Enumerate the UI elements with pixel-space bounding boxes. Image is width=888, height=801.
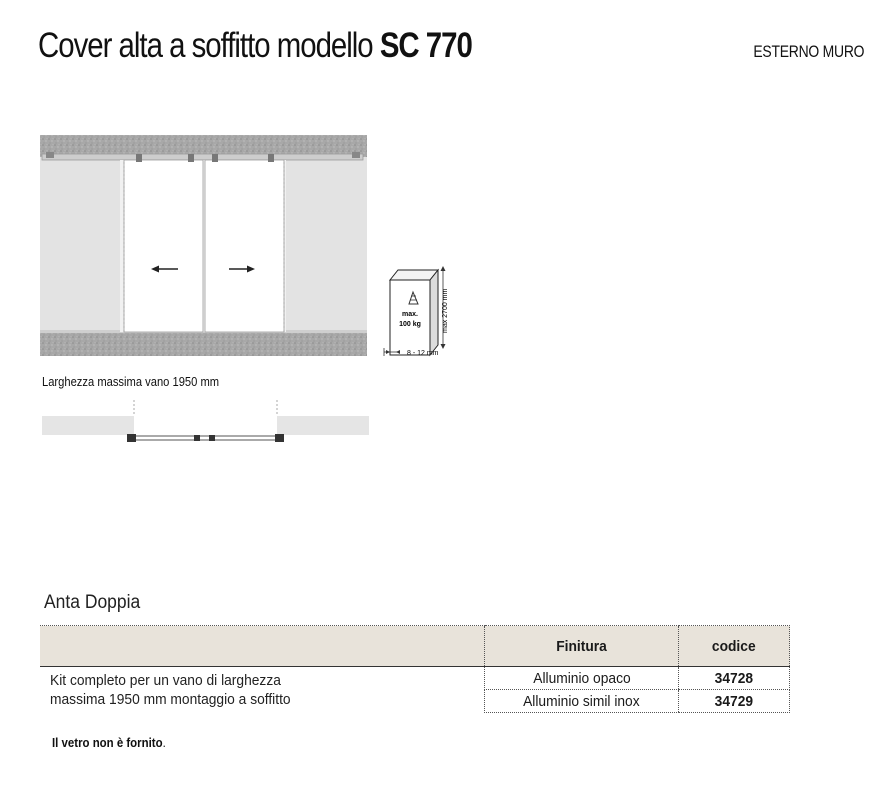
header-finish: Finitura [556,637,607,655]
opening-width-caption: Larghezza massima vano 1950 mm [42,374,220,389]
description-line-1: Kit completo per un vano di larghezza [50,671,281,689]
thickness-label: 8 - 12 mm [407,350,439,357]
glass-not-included-note [52,735,166,750]
floor-slab [40,333,367,356]
table-row [40,667,790,690]
product-table [40,625,790,713]
ceiling-track [42,154,363,160]
code-cell: 34729 [714,692,754,710]
glass-panel-right [205,160,284,332]
title-prefix: Cover alta a soffitto modello [38,26,380,65]
finish-cell: Alluminio simil inox [523,692,640,710]
max-height-label: max 2700 mm [442,288,449,333]
finish-cell: Alluminio opaco [532,669,631,687]
door-elevation [40,135,367,356]
model-name: SC 770 [379,26,472,65]
note-end: . [162,735,166,750]
glass-spec-icon [384,266,449,357]
header-code: codice [712,637,756,655]
note-bold: Il vetro non è fornito [52,735,163,750]
max-weight-label-1: max. [402,311,418,318]
max-weight-label-2: 100 kg [399,321,421,328]
glass-panel-left [124,160,203,332]
code-cell: 34728 [714,669,754,687]
section-title: Anta Doppia [44,592,141,613]
plan-view [42,400,369,442]
description-line-2: massima 1950 mm montaggio a soffitto [50,690,291,708]
kit-description [40,667,484,713]
table-header [40,626,790,667]
plan-track [128,436,283,440]
category-label: ESTERNO MURO [753,42,864,61]
